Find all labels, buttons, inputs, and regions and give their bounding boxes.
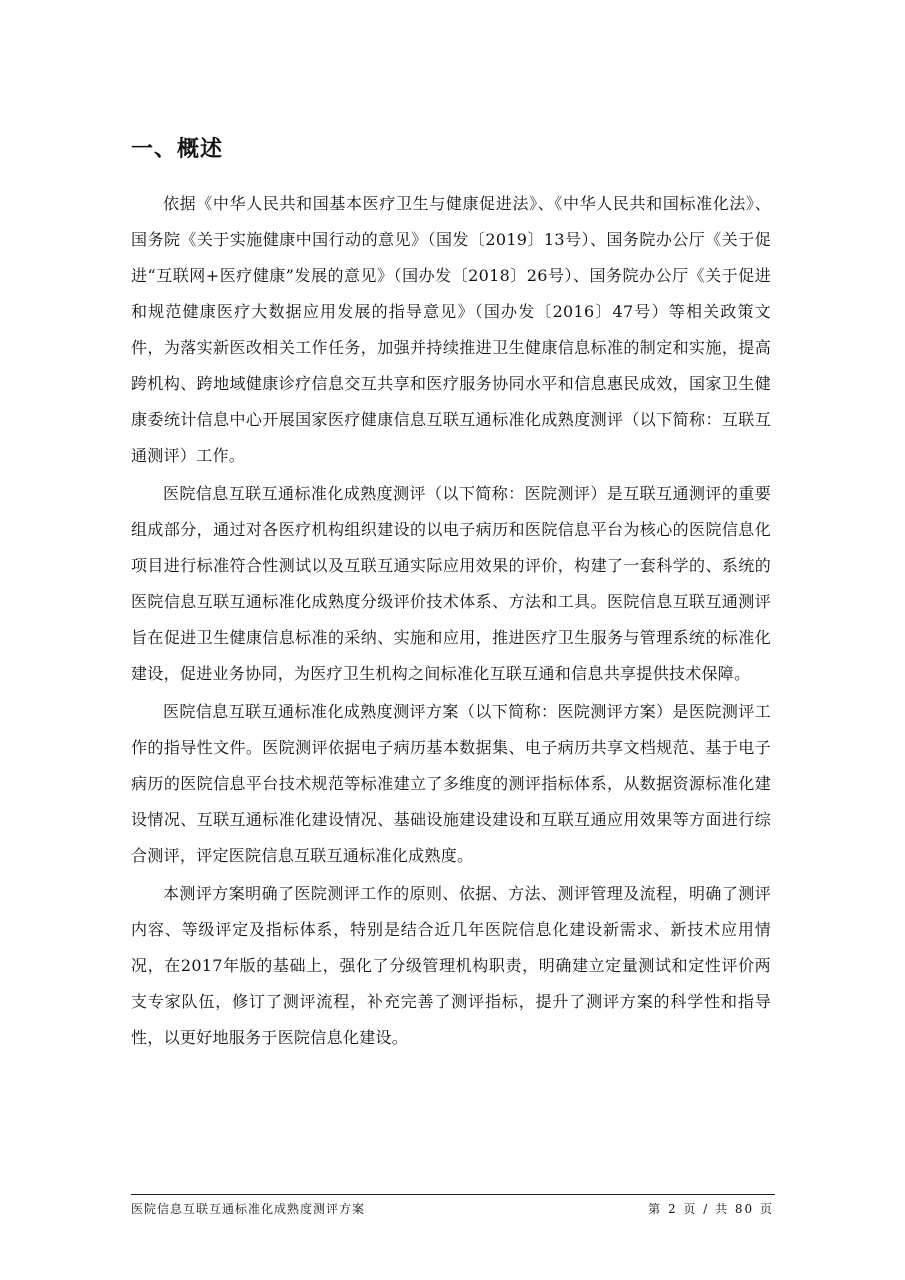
paragraph-1: 依据《中华人民共和国基本医疗卫生与健康促进法》、《中华人民共和国标准化法》、国务院《关于实施健康中国行动的意见》（国发〔2019〕13号）、国务院办公厅《关于促进“互联网+医疗健康”发展的意见》（国办发〔2018〕26号）、国务院办公厅《关于促进和规范健康医疗大数据应用发展的指导意见》（国办发〔2016〕47号）等相关政策文件，为落实新医改相关工作任务，加强并持续推进卫生健康信息标准的制定和实施，提高跨机构、跨地域健康诊疗信息交互共享和医疗服务协同水平和信息惠民成效，国家卫生健康委统计信息中心开展国家医疗健康信息互联互通标准化成熟度测评（以下简称：互联互通测评）工作。 bbox=[131, 194, 771, 465]
footer-divider bbox=[131, 1194, 775, 1195]
body-text bbox=[131, 186, 771, 1058]
footer-page-indicator: 第 2 页 / 共 80 页 bbox=[648, 1202, 774, 1216]
paragraph-3: 医院信息互联互通标准化成熟度测评方案（以下简称：医院测评方案）是医院测评工作的指导性文件。医院测评依据电子病历基本数据集、电子病历共享文档规范、基于电子病历的医院信息平台技术规范等标准建立了多维度的测评指标体系，从数据资源标准化建设情况、互联互通标准化建设情况、基础设施建设建设和互联互通应用效果等方面进行综合测评，评定医院信息互联互通标准化成熟度。 bbox=[131, 702, 771, 865]
paragraph-2: 医院信息互联互通标准化成熟度测评（以下简称：医院测评）是互联互通测评的重要组成部分，通过对各医疗机构组织建设的以电子病历和医院信息平台为核心的医院信息化项目进行标准符合性测试以及互联互通实际应用效果的评价，构建了一套科学的、系统的医院信息互联互通标准化成熟度分级评价技术体系、方法和工具。医院信息互联互通测评旨在促进卫生健康信息标准的采纳、实施和应用，推进医疗卫生服务与管理系统的标准化建设，促进业务协同，为医疗卫生机构之间标准化互联互通和信息共享提供技术保障。 bbox=[131, 484, 771, 683]
footer-document-title: 医院信息互联互通标准化成熟度测评方案 bbox=[131, 1202, 366, 1216]
paragraph-4: 本测评方案明确了医院测评工作的原则、依据、方法、测评管理及流程，明确了测评内容、等级评定及指标体系，特别是结合近几年医院信息化建设新需求、新技术应用情况，在2017年版的基础上，强化了分级管理机构职责，明确建立定量测试和定性评价两支专家队伍，修订了测评流程，补充完善了测评指标，提升了测评方案的科学性和指导性，以更好地服务于医院信息化建设。 bbox=[131, 884, 771, 1047]
section-heading: 一、概述 bbox=[131, 137, 224, 162]
